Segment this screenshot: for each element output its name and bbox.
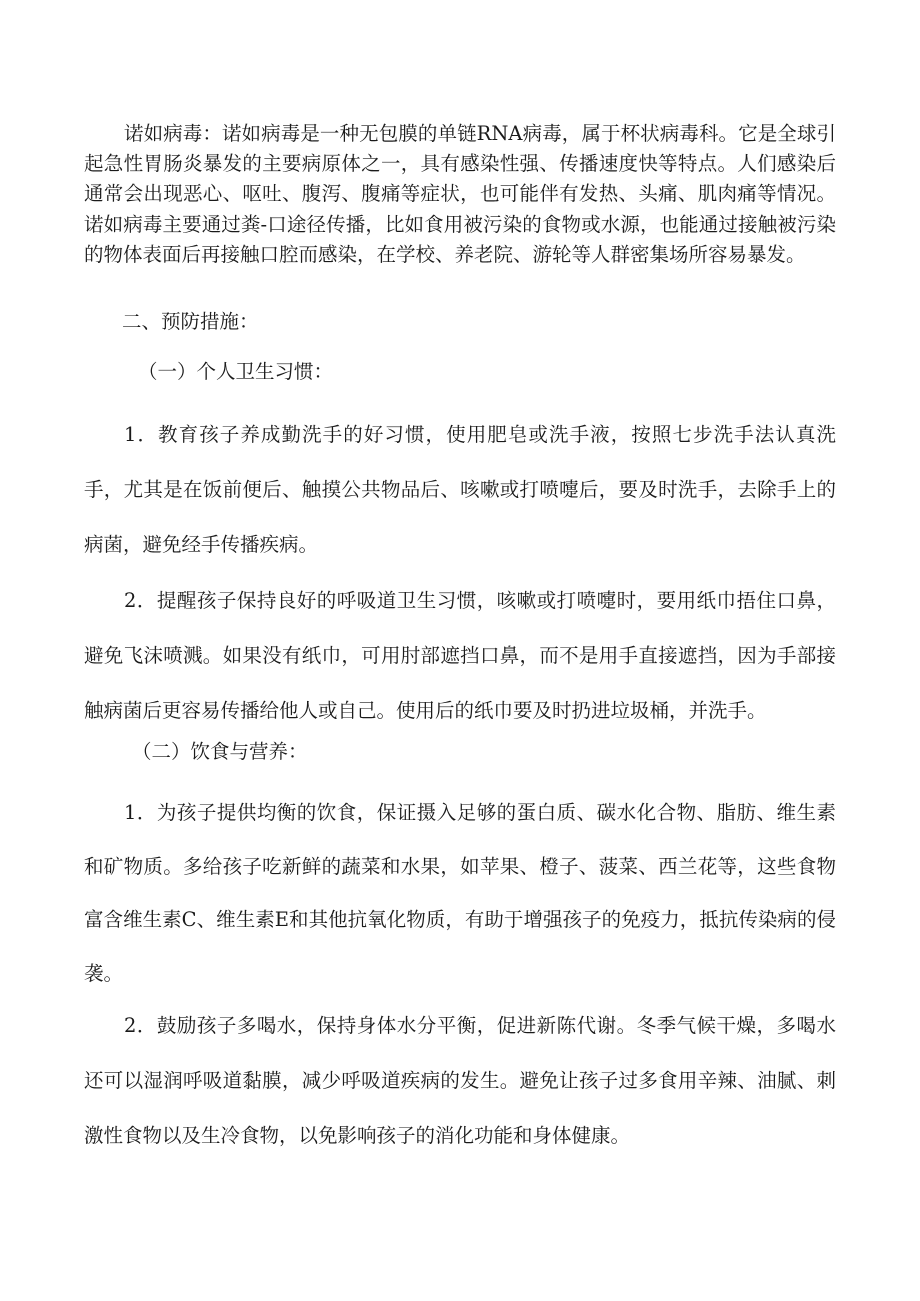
hygiene-item-1: 1．教育孩子养成勤洗手的好习惯，使用肥皂或洗手液，按照七步洗手法认真洗手，尤其是在饭前便后、触摸公共物品后、咳嗽或打喷嚏后，要及时洗手，去除手上的病菌，避免经手传播疾病。 [84,423,836,556]
section-heading: 二、预防措施： [122,310,259,333]
diet-item-1: 1．为孩子提供均衡的饮食，保证摄入足够的蛋白质、碳水化合物、脂肪、维生素和矿物质。多给孩子吃新鲜的蔬菜和水果，如苹果、橙子、菠菜、西兰花等，这些食物富含维生素C、维生素E和其他抗氧化物质，有助于增强孩子的免疫力，抵抗传染病的侵袭。 [84,801,836,985]
intro-paragraph: 诺如病毒：诺如病毒是一种无包膜的单链RNA病毒，属于杯状病毒科。它是全球引起急性胃肠炎暴发的主要病原体之一，具有感染性强、传播速度快等特点。人们感染后通常会出现恶心、呕吐、腹泻、腹痛等症状，也可能伴有发热、头痛、肌肉痛等情况。诺如病毒主要通过粪-口途径传播，比如食用被污染的食物或水源，也能通过接触被污染的物体表面后再接触口腔而感染，在学校、养老院、游轮等人群密集场所容易暴发。 [84,122,836,266]
hygiene-item-2: 2．提醒孩子保持良好的呼吸道卫生习惯，咳嗽或打喷嚏时，要用纸巾捂住口鼻，避免飞沫喷溅。如果没有纸巾，可用肘部遮挡口鼻，而不是用手直接遮挡，因为手部接触病菌后更容易传播给他人或自己。使用后的纸巾要及时扔进垃圾桶，并洗手。 [84,589,836,722]
subsection-heading-diet: （二）饮食与营养： [132,740,308,763]
subsection-heading-hygiene: （一）个人卫生习惯： [138,360,334,383]
diet-item-2: 2．鼓励孩子多喝水，保持身体水分平衡，促进新陈代谢。冬季气候干燥，多喝水还可以湿润呼吸道黏膜，减少呼吸道疾病的发生。避免让孩子过多食用辛辣、油腻、刺激性食物以及生冷食物，以免影响孩子的消化功能和身体健康。 [84,1014,836,1147]
